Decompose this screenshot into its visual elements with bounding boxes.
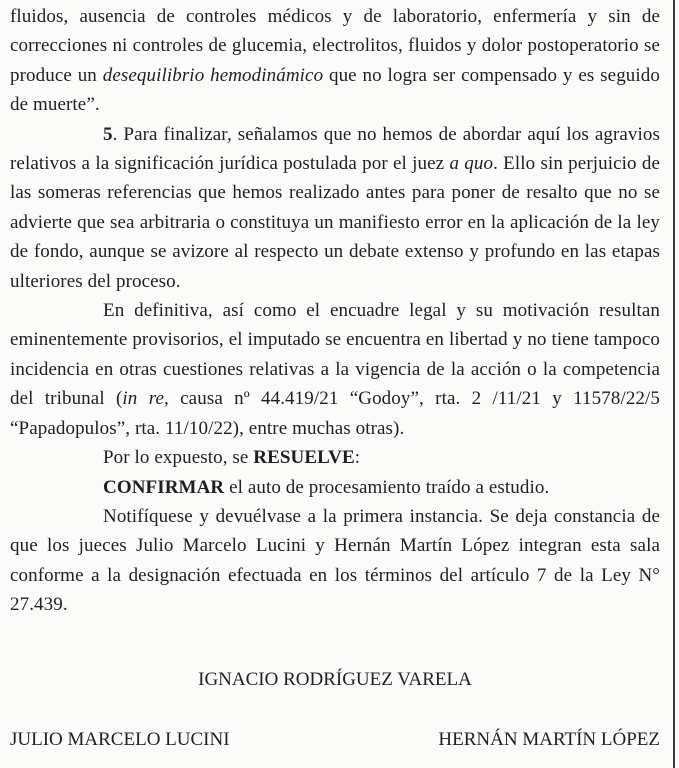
- paragraph-en-definitiva: [10, 296, 660, 443]
- signature-row: [10, 725, 660, 754]
- italic-run-desequilibrio-hemodinamico: desequilibrio hemodinámico: [102, 64, 324, 86]
- body-run: que no logra ser compensado y es seguido de muerte”.: [10, 64, 660, 116]
- body-run: , causa nº 44.419/21 “Godoy”, rta. 2 /11/21 y 11578/22/5 “Papadopulos”, rta. 11/10/22), entre muchas otras).: [10, 388, 660, 439]
- bold-run-confirmar: CONFIRMAR: [103, 476, 225, 498]
- italic-run-a-quo: a quo: [449, 153, 494, 175]
- bold-run-resuelve: RESUELVE: [253, 447, 355, 469]
- paragraph-continuation: [10, 2, 660, 120]
- paragraph-confirmar: [10, 473, 660, 502]
- body-run: . Ello sin perjuicio de las someras referencias que hemos realizado antes para poner de resalto que no se advierte que sea arbitraria o constituya un manifiesto error en la aplicación de la ley de fondo, aunque se avizore al respecto un debate extenso y profundo en las etapas ulteriores del proceso.: [10, 153, 660, 292]
- scan-right-edge-line: [673, 0, 675, 768]
- bold-run-point-number: 5: [103, 123, 113, 145]
- body-run: :: [354, 447, 361, 469]
- judge-name-julio-marcelo-lucini: JULIO MARCELO LUCINI: [10, 728, 230, 750]
- body-run: En definitiva, así como el encuadre legal y su motivación resultan eminentemente provisorios, el imputado se encuentra en libertad y no tiene tampoco incidencia en otras cuestiones relativas a la vigencia de la acción o la competencia del tribunal (: [10, 300, 660, 410]
- body-run: Por lo expuesto, se: [103, 447, 254, 469]
- paragraph-por-lo-expuesto: [10, 443, 660, 472]
- paragraph-point-5: [10, 120, 660, 296]
- body-run: fluidos, ausencia de controles médicos y de laboratorio, enfermería y sin de correcciones ni controles de glucemia, electrolitos, fluidos y dolor postoperatorio se produce un: [10, 6, 660, 86]
- judge-name-ignacio-rodriguez-varela: IGNACIO RODRÍGUEZ VARELA: [198, 668, 472, 690]
- body-run: Notifíquese y devuélvase a la primera instancia. Se deja constancia de que los jueces Julio Marcelo Lucini y Hernán Martín López integran esta sala conforme a la designación efectuada en los términos del artículo 7 de la Ley N° 27.439.: [10, 505, 660, 616]
- judge-name-hernan-martin-lopez: HERNÁN MARTÍN LÓPEZ: [438, 728, 660, 750]
- signature-judge-center: [10, 665, 660, 694]
- body-run: el auto de procesamiento traído a estudio.: [224, 476, 550, 498]
- paragraph-notifiquese: [10, 502, 660, 620]
- italic-run-in-re: in re: [122, 388, 165, 410]
- body-run: . Para finalizar, señalamos que no hemos de abordar aquí los agravios relativos a la significación jurídica postulada por el juez: [10, 123, 660, 175]
